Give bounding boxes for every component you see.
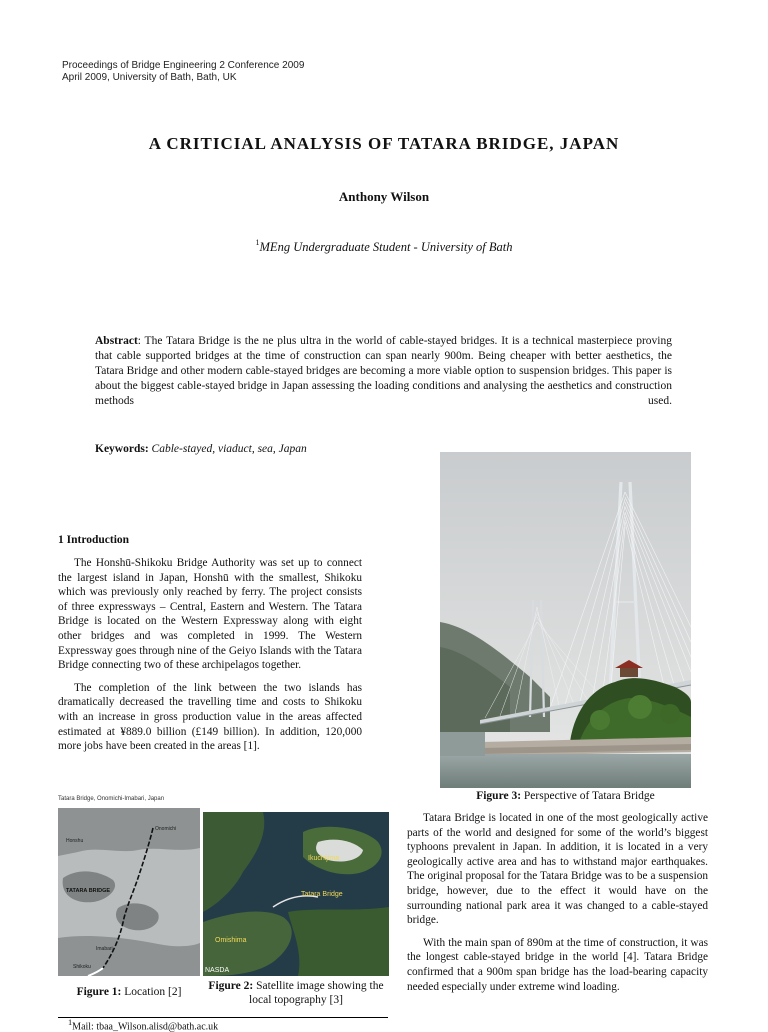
keywords-label: Keywords:	[95, 443, 149, 455]
location-map-illustration	[58, 808, 200, 976]
abstract	[95, 334, 672, 409]
map-label-tatara-bridge: TATARA BRIDGE	[66, 888, 111, 894]
keywords-text: Cable-stayed, viaduct, sea, Japan	[151, 443, 307, 455]
figure-1-map	[58, 796, 200, 976]
map-label-onomichi: Onomichi	[155, 826, 177, 832]
figure-2-satellite	[203, 812, 389, 976]
affiliation-sup: 1	[255, 238, 260, 247]
section-heading-introduction: 1 Introduction	[58, 534, 130, 546]
figure-3-label: Figure 3:	[476, 790, 522, 802]
figure-2-label: Figure 2:	[208, 980, 254, 992]
sat-label-nasda: NASDA	[205, 967, 230, 974]
intro-paragraph-1: The Honshū-Shikoku Bridge Authority was set up to connect the largest island in Japan, Honshū with the smallest, Shikoku which was previously only reached by ferry. The project consists of three expressways – Central, Eastern and Western. The Tatara Bridge is located on the Western Expressway along with eight other bridges and was completed in 1999. The Western Expressway goes through nine of the Geiyo Islands with the Tatara Bridge connecting two of these archipelagos together.	[58, 557, 362, 672]
figure-3-caption-text: Perspective of Tatara Bridge	[521, 790, 655, 802]
intro-column	[58, 556, 362, 754]
footnote-sup: 1	[68, 1018, 73, 1027]
abstract-text: : The Tatara Bridge is the ne plus ultra in the world of cable-stayed bridges. It is a technical masterpiece proving that cable supported bridges at the time of construction can span nearly 900m. Being cheaper with better aesthetics, the Tatara Bridge and other modern cable-stayed bridges are becoming a more viable option to suspension bridges. This paper is about the biggest cable-stayed bridge in Japan assessing the loading conditions and analysing the aesthetics and construction methods used.	[95, 335, 672, 407]
paper-title: A CRITICIAL ANALYSIS OF TATARA BRIDGE, JAPAN	[148, 134, 620, 153]
right-paragraph-1: Tatara Bridge is located in one of the most geologically active parts of the world and designed for some of the world’s biggest typhoons prevalent in Japan. In addition, it is located in a very geologically active area and has to withstand major earthquakes. The original proposal for the Tatara Bridge was to be a suspension bridge, however, due to the effect it would have on the surrounding national park area it was changed to a cable-stayed bridge.	[407, 812, 708, 927]
map-label-shikoku: Shikoku	[73, 964, 91, 970]
bridge-photo-illustration	[440, 452, 691, 788]
affiliation-text: MEng Undergraduate Student - University of Bath	[259, 240, 513, 254]
figure-1-caption-text: Location [2]	[121, 986, 182, 998]
figure-1-caption	[58, 985, 200, 999]
map-title: Tatara Bridge, Onomichi-Imabari, Japan	[58, 796, 165, 802]
figure-2-caption	[203, 979, 389, 1007]
sat-label-ikuchijima: Ikuchijima	[308, 855, 340, 862]
footnote-text: Mail: tbaa_Wilson.alisd@bath.ac.uk	[72, 1021, 219, 1032]
sat-label-omishima: Omishima	[215, 937, 247, 944]
map-label-honshu: Honshu	[66, 838, 84, 844]
affiliation	[0, 238, 768, 255]
figure-1-label: Figure 1:	[76, 986, 122, 998]
intro-paragraph-2: The completion of the link between the two islands has dramatically decreased the travelling time and costs to Shikoku with an increase in gross production value in the areas affected estimated at ¥889.0 billion (£149 billion). In addition, 120,000 more jobs have been created in the areas [1].	[58, 681, 362, 753]
satellite-illustration	[203, 812, 389, 976]
author-name: Anthony Wilson	[338, 189, 430, 204]
figure-2-caption-text: Satellite image showing the local topography [3]	[249, 980, 384, 1006]
figure-3-photo	[440, 452, 691, 788]
right-column	[407, 811, 708, 994]
map-label-imabari: Imabari	[96, 946, 113, 952]
abstract-label: Abstract	[95, 335, 138, 347]
right-paragraph-2: With the main span of 890m at the time of construction, it was the longest cable-stayed bridge in the world [4]. Tatara Bridge confirmed that a 900m span bridge has the load-bearing capacity needed especially under extreme wind loading.	[407, 936, 708, 993]
keywords	[95, 443, 307, 455]
sat-label-tatara-bridge: Tatara Bridge	[301, 891, 343, 898]
conference-date-line: April 2009, University of Bath, Bath, UK	[62, 72, 237, 83]
conference-line: Proceedings of Bridge Engineering 2 Conference 2009	[62, 60, 305, 71]
figure-3-caption	[440, 789, 691, 803]
footnote	[68, 1018, 218, 1032]
